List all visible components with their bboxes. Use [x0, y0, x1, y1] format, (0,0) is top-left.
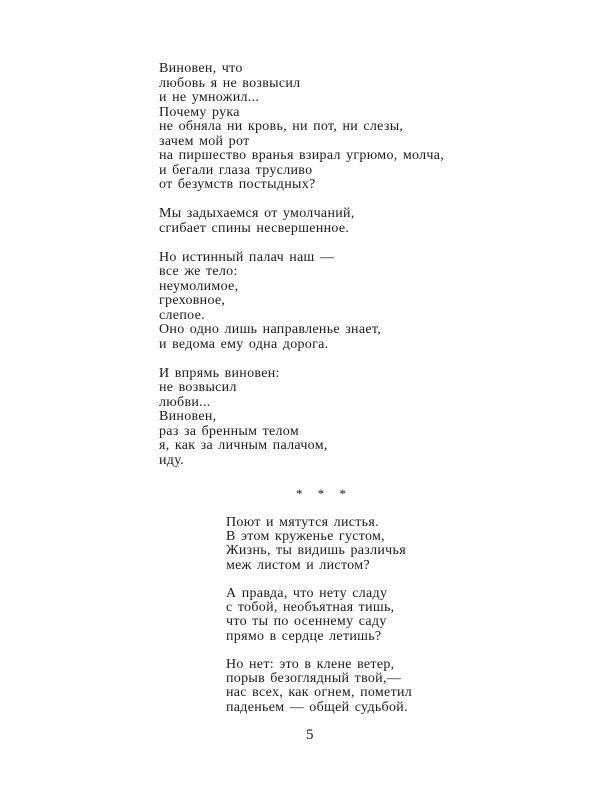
verse-line: иду. [159, 452, 184, 468]
stanza [159, 367, 444, 469]
verse-line: меж листом и листом? [226, 557, 370, 573]
verse-line: Почему рука [159, 104, 240, 120]
verse-line: все же тело: [159, 264, 238, 279]
verse-line: на пиршество вранья взирал угрюмо, молча, [159, 148, 445, 163]
verse-line: я, как за личным палачом, [159, 438, 328, 453]
verse-line: Оно одно лишь направленье знает, [159, 322, 382, 337]
verse-line: Виновен, что [159, 61, 243, 76]
poem-2 [226, 516, 412, 729]
verse-line: любовь я не возвысил [159, 75, 301, 91]
verse-line: что ты по осеннему саду [226, 614, 387, 630]
verse-line: Поют и мятутся листья. [226, 515, 379, 530]
verse-line: с тобой, необъятная тишь, [226, 600, 395, 616]
stanza [226, 516, 412, 573]
verse-line: А правда, что нету сладу [226, 586, 388, 601]
verse-line: Мы задыхаемся от умолчаний, [159, 206, 355, 221]
verse-line: Но нет: это в клене ветер, [226, 657, 395, 672]
verse-line: Но истинный палач наш — [159, 249, 335, 265]
verse-line: и не умножил... [159, 90, 260, 105]
section-separator: * * * [296, 486, 352, 501]
poem-1 [159, 62, 444, 468]
verse-line: греховное, [159, 293, 226, 308]
verse-line: раз за бренным телом [159, 423, 299, 439]
stanza [226, 658, 412, 715]
verse-line: Жизнь, ты видишь различья [226, 543, 406, 559]
verse-line: И впрямь виновен: [159, 365, 280, 381]
verse-line: неумолимое, [159, 278, 239, 294]
verse-line: не возвысил [159, 380, 237, 395]
verse-line: паденьем — общей судьбой. [226, 699, 408, 715]
verse-line: сгибает спины несвершенное. [159, 220, 350, 236]
verse-line: слепое. [159, 307, 205, 323]
verse-line: и ведома ему одна дорога. [159, 336, 329, 352]
verse-line: не обняла ни кровь, ни пот, ни слезы, [159, 119, 404, 134]
verse-line: от безумств постыдных? [159, 177, 316, 192]
verse-line: и бегали глаза трусливо [159, 162, 313, 178]
verse-line: зачем мой рот [159, 133, 250, 149]
stanza [159, 62, 444, 193]
stanza [159, 207, 444, 236]
verse-line: любви... [159, 394, 211, 410]
verse-line: Виновен, [159, 409, 217, 424]
stanza [159, 251, 444, 353]
page-number: 5 [306, 727, 314, 743]
verse-line: нас всех, как огнем, пометил [226, 685, 413, 701]
verse-line: порыв безоглядный твой,— [226, 671, 402, 687]
verse-line: прямо в сердце летишь? [226, 628, 382, 644]
verse-line: В этом круженье густом, [226, 529, 385, 545]
stanza [226, 587, 412, 644]
